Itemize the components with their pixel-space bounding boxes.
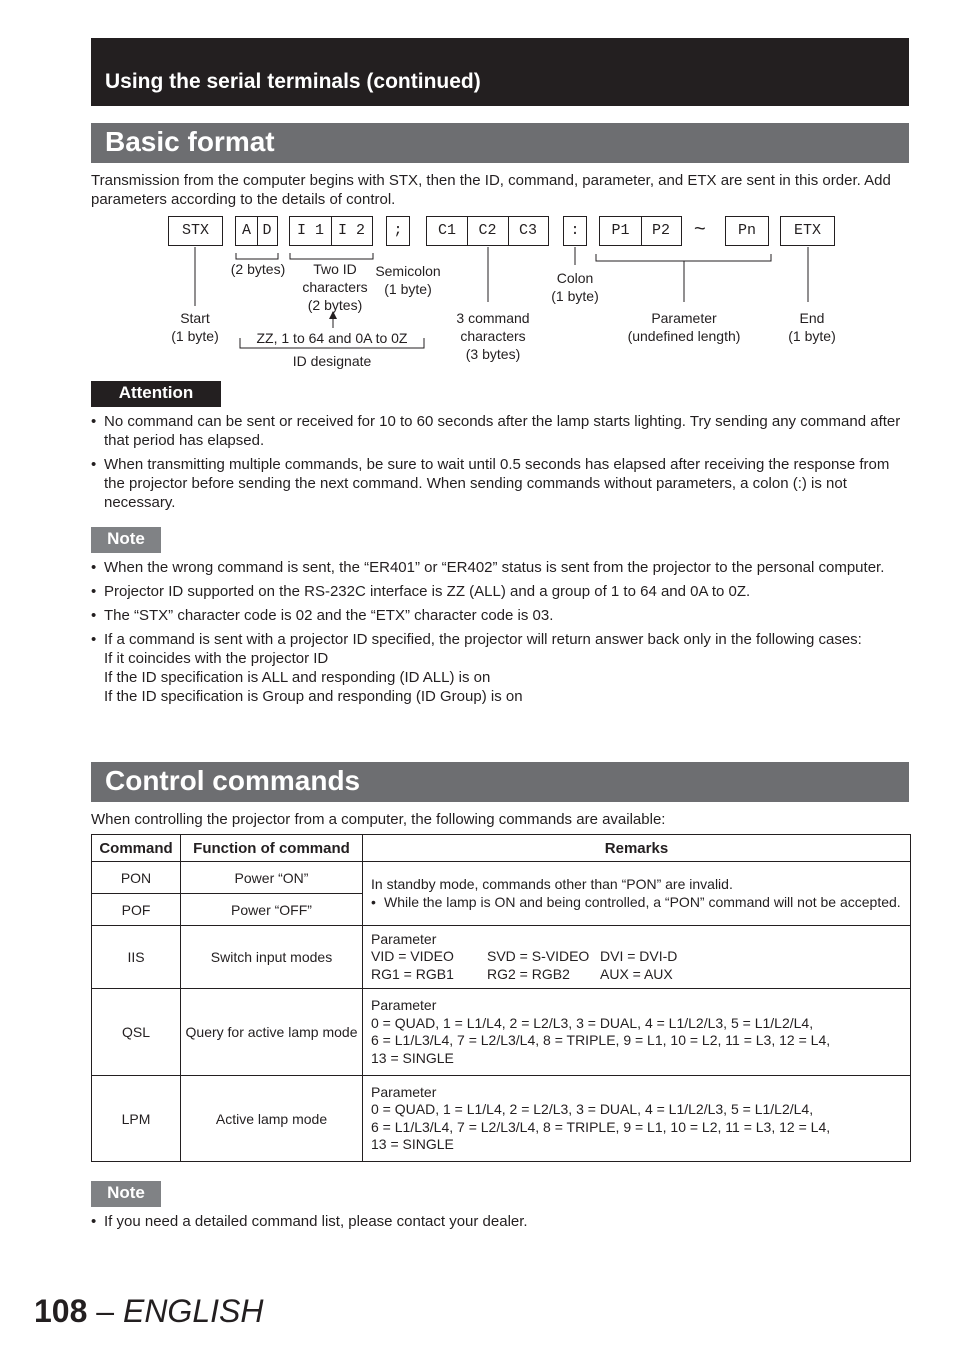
header-command: Command xyxy=(92,835,181,862)
label-parameter: Parameter (undefined length) xyxy=(627,310,741,344)
id-prefix-field xyxy=(235,216,278,246)
cell-remarks: In standby mode, commands other than “PON” are invalid. • While the lamp is ON and being controlled, a “PON” command will not be accepted. xyxy=(363,862,911,926)
header-remarks: Remarks xyxy=(363,835,911,862)
label-zz: ZZ, 1 to 64 and 0A to 0Z xyxy=(256,330,408,346)
note-list xyxy=(91,558,909,711)
label-semicolon: Semicolon (1 byte) xyxy=(375,263,441,297)
list-item: • The “STX” character code is 02 and the “ETX” character code is 03. xyxy=(91,606,909,625)
table-row xyxy=(92,1076,911,1162)
chapter-title: Using the serial terminals (continued) xyxy=(105,70,481,93)
cell-function: Power “ON” xyxy=(181,862,363,894)
field-c1: C1 xyxy=(437,222,456,239)
field-p2: P2 xyxy=(651,222,670,239)
list-item xyxy=(91,630,909,706)
table-row xyxy=(92,989,911,1076)
page-number: 108 xyxy=(34,1293,88,1329)
label-id-designate: ID designate xyxy=(292,353,372,369)
field-a: A xyxy=(241,222,251,239)
cell-remarks: Parameter VID = VIDEO SVD = S-VIDEO DVI = DVI-D RG1 = RGB1 RG2 = RGB2 AUX = AUX xyxy=(363,926,911,989)
list-item: • When the wrong command is sent, the “ER401” or “ER402” status is sent from the projector to the personal computer. xyxy=(91,558,909,577)
attention-badge: Attention xyxy=(91,381,221,407)
header-function: Function of command xyxy=(181,835,363,862)
section-title: Control commands xyxy=(105,765,361,796)
label-two-bytes: (2 bytes) xyxy=(230,261,286,277)
stx-field: STX xyxy=(168,216,223,246)
cell-command: QSL xyxy=(92,989,181,1076)
page-footer xyxy=(34,1293,263,1330)
list-item-text: If a command is sent with a projector ID specified, the projector will return answer back only in the following cases: xyxy=(104,631,862,648)
note-badge: Note xyxy=(91,1181,161,1207)
sub-item: If it coincides with the projector ID xyxy=(104,650,329,667)
field-i1: I 1 xyxy=(296,222,324,239)
cell-function: Switch input modes xyxy=(181,926,363,989)
label-two-id: Two ID characters (2 bytes) xyxy=(302,261,368,313)
footer-dash: – xyxy=(87,1293,123,1329)
section-header-control-commands xyxy=(91,762,909,802)
footer-language: ENGLISH xyxy=(122,1293,264,1329)
command-field xyxy=(426,216,549,246)
table-row xyxy=(92,926,911,989)
list-item: • When transmitting multiple commands, be sure to wait until 0.5 seconds has elapsed after receiving the response from the projector before sending the next command. When sending commands without parameters, a colon (:) is not necessary. xyxy=(91,455,909,512)
sub-item: If the ID specification is Group and responding (ID Group) is on xyxy=(104,688,523,705)
cell-remarks: Parameter 0 = QUAD, 1 = L1/L4, 2 = L2/L3, 3 = DUAL, 4 = L1/L2/L3, 5 = L1/L2/L4, 6 = L1/L3/L4, 7 = L2/L3/L4, 8 = TRIPLE, 9 = L1, 10 = L2, 11 = L3, 12 = L4, 13 = SINGLE xyxy=(363,1076,911,1162)
field-c2: C2 xyxy=(478,222,497,239)
cell-function: Power “OFF” xyxy=(181,894,363,926)
commands-table xyxy=(91,834,911,1162)
attention-list xyxy=(91,412,909,517)
table-row xyxy=(92,862,911,894)
list-item: • If you need a detailed command list, please contact your dealer. xyxy=(91,1212,909,1231)
basic-format-intro: Transmission from the computer begins with STX, then the ID, command, parameter, and ETX are sent in this order. Add parameters according to the details of control. xyxy=(91,172,891,208)
field-p1: P1 xyxy=(611,222,630,239)
colon-field: : xyxy=(563,216,587,246)
cell-function: Active lamp mode xyxy=(181,1076,363,1162)
cell-command: PON xyxy=(92,862,181,894)
id-chars-field xyxy=(289,216,373,246)
cell-command: POF xyxy=(92,894,181,926)
pn-field: Pn xyxy=(725,216,769,246)
field-d: D xyxy=(262,222,272,239)
label-start: Start (1 byte) xyxy=(171,310,219,344)
cell-command: IIS xyxy=(92,926,181,989)
list-item: • No command can be sent or received for 10 to 60 seconds after the lamp starts lighting. Try sending any command after that period has elapsed. xyxy=(91,412,909,450)
tilde-symbol: ~ xyxy=(694,218,706,240)
semicolon-field: ; xyxy=(386,216,410,246)
label-command: 3 command characters (3 bytes) xyxy=(456,310,530,362)
etx-field: ETX xyxy=(780,216,835,246)
field-c3: C3 xyxy=(518,222,537,239)
section-title: Basic format xyxy=(105,126,275,157)
cell-command: LPM xyxy=(92,1076,181,1162)
packet-format-diagram xyxy=(0,0,954,380)
param-field xyxy=(599,216,682,246)
cell-function: Query for active lamp mode xyxy=(181,989,363,1076)
control-commands-intro: When controlling the projector from a computer, the following commands are available: xyxy=(91,811,666,828)
field-i2: I 2 xyxy=(337,222,365,239)
note-badge: Note xyxy=(91,527,161,553)
label-colon: Colon (1 byte) xyxy=(551,270,599,304)
sub-item: If the ID specification is ALL and responding (ID ALL) is on xyxy=(104,669,491,686)
cell-remarks: Parameter 0 = QUAD, 1 = L1/L4, 2 = L2/L3, 3 = DUAL, 4 = L1/L2/L3, 5 = L1/L2/L4, 6 = L1/L3/L4, 7 = L2/L3/L4, 8 = TRIPLE, 9 = L1, 10 = L2, 11 = L3, 12 = L4, 13 = SINGLE xyxy=(363,989,911,1076)
note-list xyxy=(91,1212,909,1236)
table-header-row xyxy=(92,835,911,862)
label-end: End (1 byte) xyxy=(788,310,836,344)
list-item: • Projector ID supported on the RS-232C interface is ZZ (ALL) and a group of 1 to 64 and 0A to 0Z. xyxy=(91,582,909,601)
